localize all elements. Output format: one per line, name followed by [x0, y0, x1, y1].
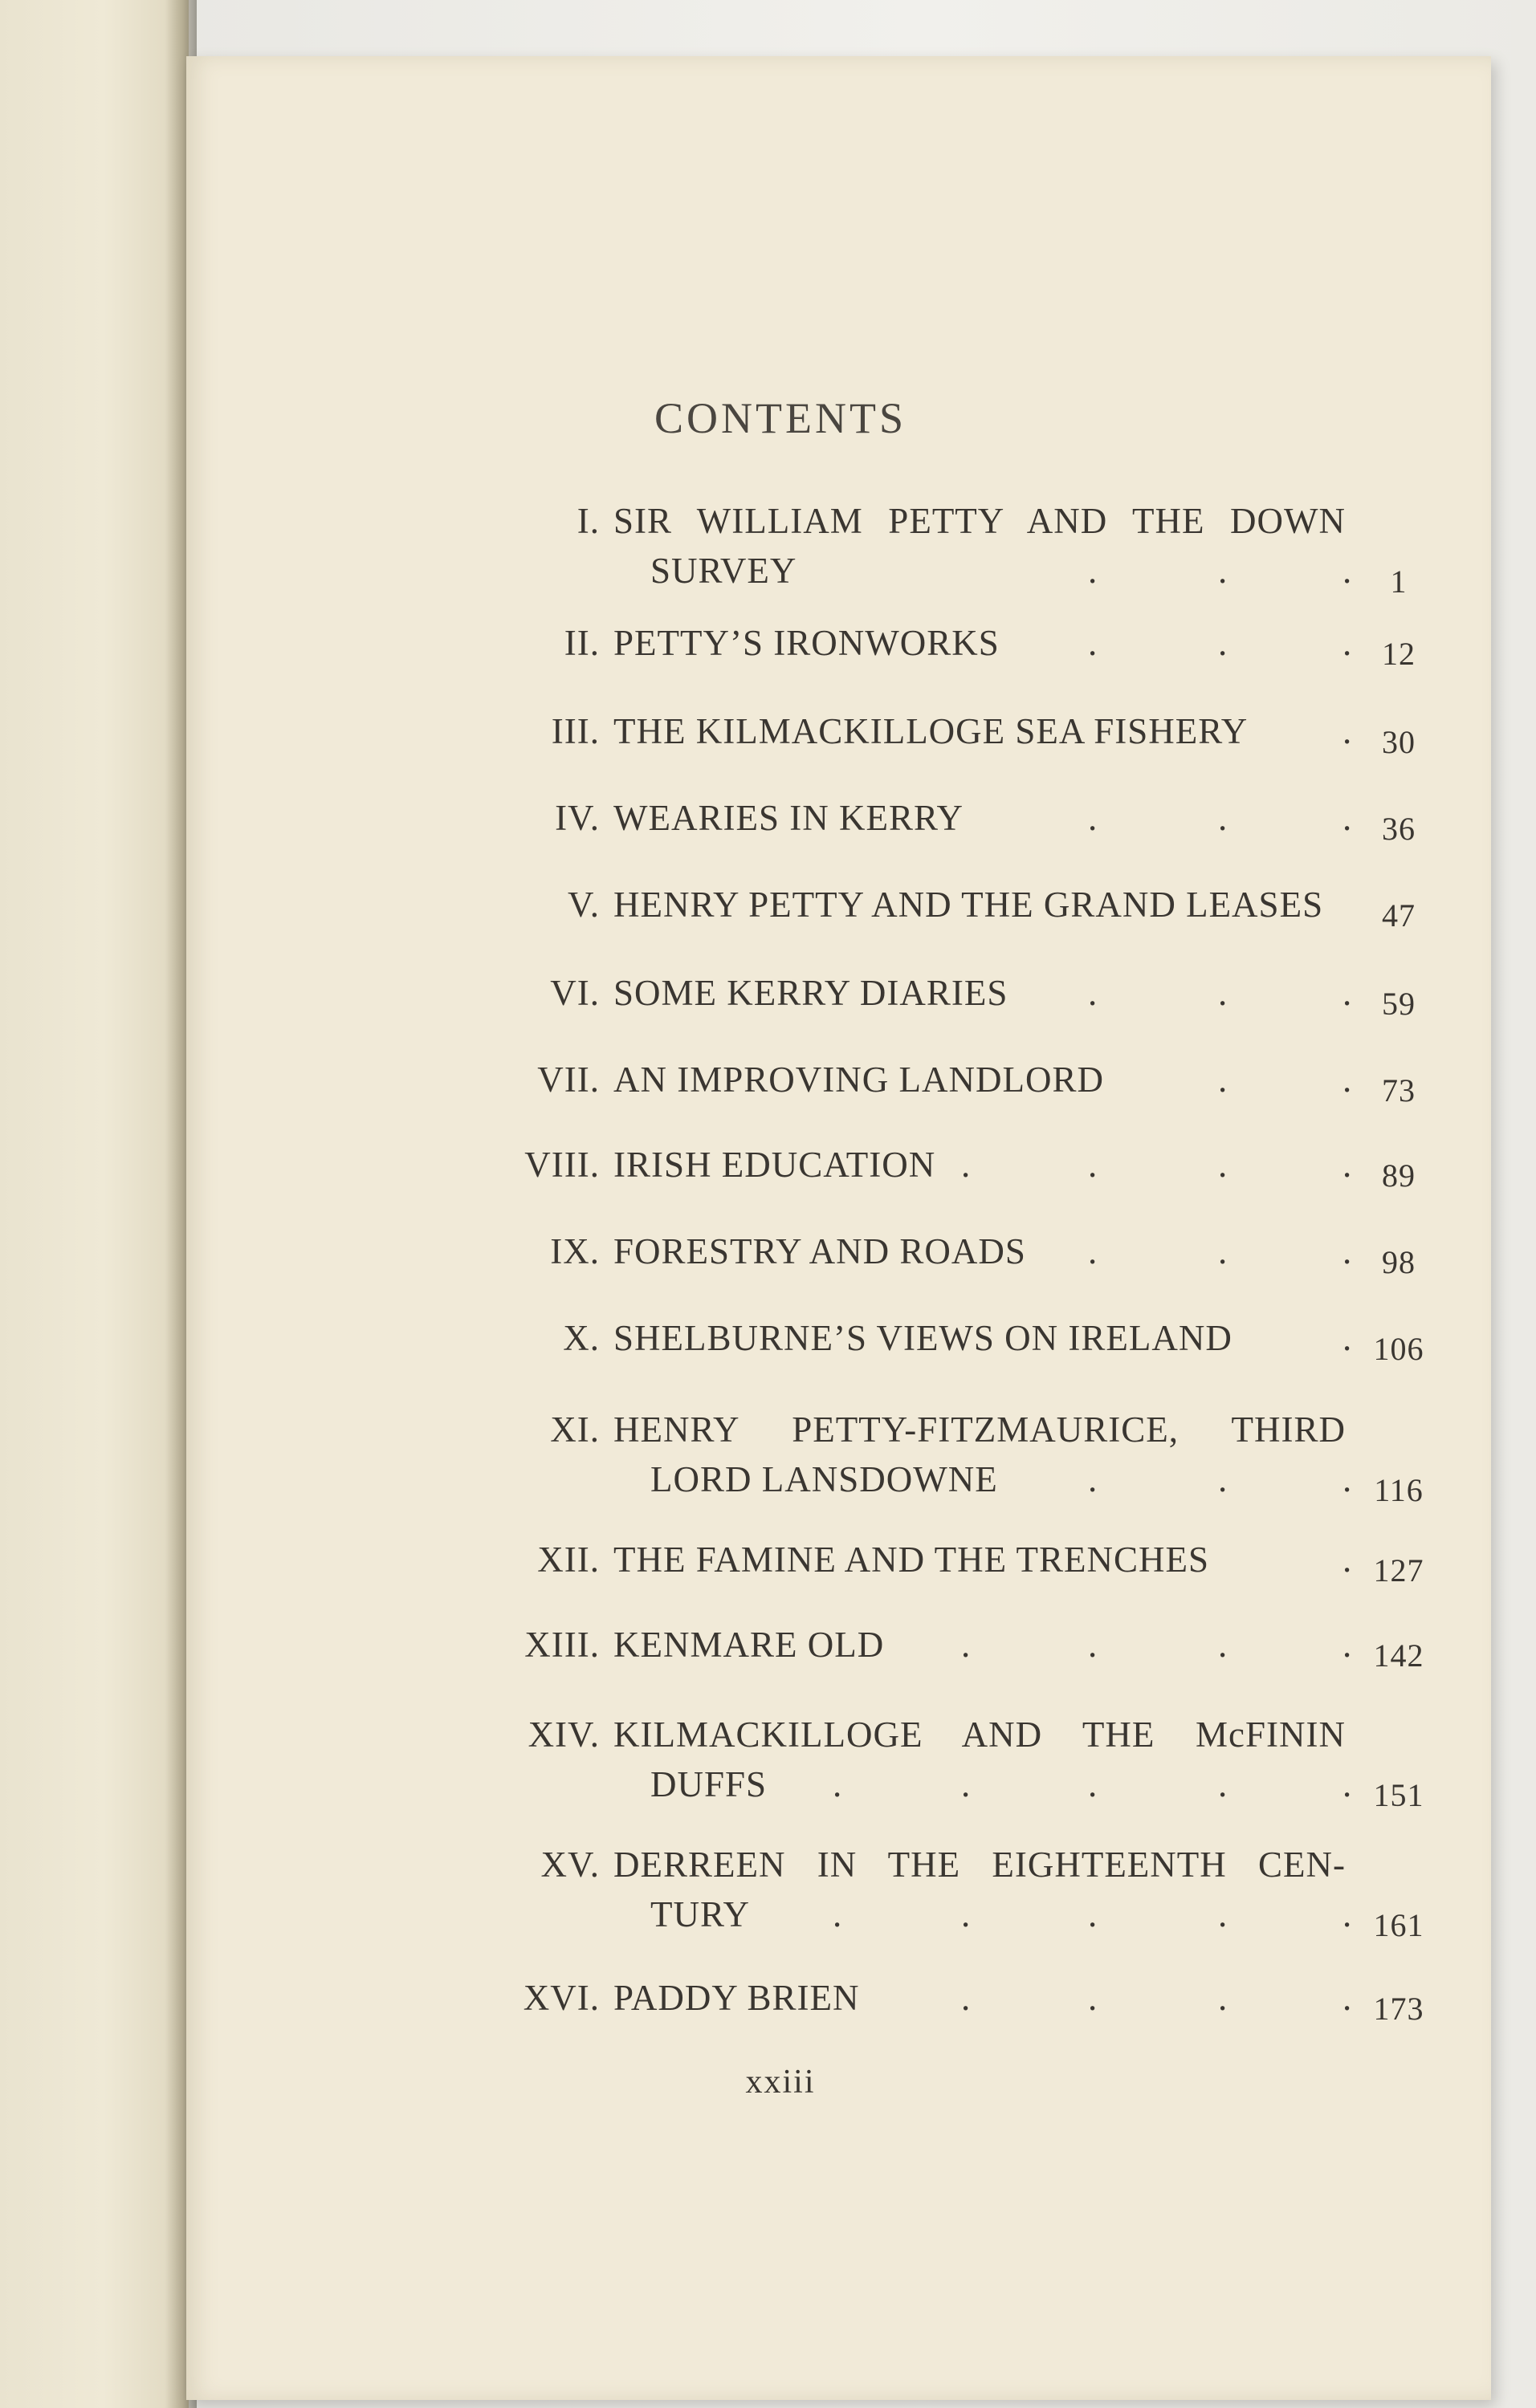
leader-dot: .: [1218, 623, 1228, 663]
leader-dot: .: [1342, 1231, 1353, 1271]
chapter-title-continued: DUFFS: [650, 1764, 768, 1804]
leader-dot: .: [1088, 1459, 1098, 1499]
chapter-numeral: XIV.: [528, 1714, 600, 1755]
chapter-numeral: XVI.: [523, 1978, 600, 2018]
leader-dot: .: [1218, 1625, 1228, 1665]
chapter-numeral: V.: [568, 885, 600, 925]
chapter-numeral: III.: [551, 711, 600, 751]
chapter-title: KILMACKILLOGE AND THE McFININ: [613, 1714, 1346, 1755]
leader-dot: .: [1342, 1145, 1353, 1185]
leader-dot: .: [1342, 1459, 1353, 1499]
chapter-title-continued: TURY: [650, 1894, 751, 1934]
facing-page: [0, 0, 189, 2408]
leader-dot: .: [833, 1764, 843, 1804]
leader-dot: .: [1342, 1978, 1353, 2018]
page-number: 142: [1373, 1637, 1424, 1674]
leader-dot: .: [1342, 551, 1353, 591]
chapter-title: HENRY PETTY AND THE GRAND LEASES: [613, 885, 1324, 925]
leader-dot: .: [961, 1764, 972, 1804]
chapter-title: THE FAMINE AND THE TRENCHES: [613, 1540, 1210, 1580]
chapter-title: HENRY PETTY-FITZMAURICE, THIRD: [613, 1409, 1346, 1450]
chapter-title: FORESTRY AND ROADS: [613, 1231, 1026, 1271]
page-number: 89: [1382, 1157, 1416, 1194]
leader-dot: .: [961, 1625, 972, 1665]
leader-dot: .: [1088, 973, 1098, 1013]
leader-dot: .: [1088, 798, 1098, 838]
chapter-numeral: II.: [564, 623, 600, 663]
page-number: 173: [1373, 1991, 1424, 2027]
chapter-title: PADDY BRIEN: [613, 1978, 860, 2018]
chapter-numeral: X.: [563, 1318, 600, 1358]
chapter-title: KENMARE OLD: [613, 1625, 885, 1665]
page-title: CONTENTS: [654, 394, 907, 442]
leader-dot: .: [1342, 1894, 1353, 1934]
chapter-numeral: VIII.: [524, 1145, 600, 1185]
chapter-numeral: IX.: [550, 1231, 600, 1271]
leader-dot: .: [1218, 798, 1228, 838]
chapter-title: SOME KERRY DIARIES: [613, 973, 1008, 1013]
leader-dot: .: [1342, 1625, 1353, 1665]
leader-dot: .: [1088, 1145, 1098, 1185]
chapter-title: DERREEN IN THE EIGHTEENTH CEN-: [613, 1845, 1346, 1885]
leader-dot: .: [1088, 1231, 1098, 1271]
page-number: 106: [1373, 1331, 1424, 1367]
page-number: 116: [1374, 1472, 1424, 1508]
leader-dot: .: [1342, 623, 1353, 663]
chapter-numeral: XII.: [537, 1540, 600, 1580]
page-number: 98: [1382, 1244, 1416, 1280]
page-number: 151: [1373, 1777, 1424, 1813]
leader-dot: .: [1218, 1060, 1228, 1100]
page-number: 30: [1382, 724, 1416, 760]
chapter-title: AN IMPROVING LANDLORD: [613, 1060, 1104, 1100]
chapter-numeral: VI.: [550, 973, 600, 1013]
leader-dot: .: [961, 1894, 972, 1934]
page-number: 59: [1382, 986, 1416, 1022]
leader-dot: .: [1088, 623, 1098, 663]
leader-dot: .: [1088, 1625, 1098, 1665]
leader-dot: .: [1088, 1894, 1098, 1934]
leader-dot: .: [1342, 1540, 1353, 1580]
leader-dot: .: [1088, 1978, 1098, 2018]
page-number: 127: [1373, 1552, 1424, 1588]
chapter-title: PETTY’S IRONWORKS: [613, 623, 1000, 663]
leader-dot: .: [1218, 1145, 1228, 1185]
page-number: 1: [1390, 563, 1408, 600]
page-number: 73: [1382, 1072, 1416, 1108]
chapter-numeral: XV.: [540, 1845, 600, 1885]
page-number: 12: [1382, 636, 1416, 672]
leader-dot: .: [1342, 1764, 1353, 1804]
chapter-numeral: I.: [577, 501, 600, 541]
page-folio: xxiii: [745, 2064, 816, 2101]
chapter-numeral: VII.: [537, 1060, 600, 1100]
leader-dot: .: [1342, 711, 1353, 751]
leader-dot: .: [1342, 1060, 1353, 1100]
leader-dot: .: [833, 1894, 843, 1934]
page-number: 36: [1382, 811, 1416, 847]
chapter-title-continued: LORD LANSDOWNE: [650, 1459, 998, 1499]
chapter-numeral: XIII.: [524, 1625, 600, 1665]
chapter-title-continued: SURVEY: [650, 551, 797, 591]
leader-dot: .: [961, 1978, 972, 2018]
chapter-title: IRISH EDUCATION: [613, 1145, 936, 1185]
leader-dot: .: [1342, 1318, 1353, 1358]
leader-dot: .: [1088, 1764, 1098, 1804]
leader-dot: .: [961, 1145, 972, 1185]
leader-dot: .: [1342, 973, 1353, 1013]
chapter-numeral: IV.: [555, 798, 600, 838]
book-page: [186, 56, 1491, 2400]
chapter-title: SHELBURNE’S VIEWS ON IRELAND: [613, 1318, 1232, 1358]
leader-dot: .: [1218, 973, 1228, 1013]
leader-dot: .: [1342, 798, 1353, 838]
page-number: 161: [1373, 1907, 1424, 1943]
leader-dot: .: [1218, 1764, 1228, 1804]
chapter-title: THE KILMACKILLOGE SEA FISHERY: [613, 711, 1249, 751]
leader-dot: .: [1218, 1459, 1228, 1499]
leader-dot: .: [1088, 551, 1098, 591]
leader-dot: .: [1218, 1978, 1228, 2018]
contents-page: [186, 56, 1491, 2400]
leader-dot: .: [1218, 1894, 1228, 1934]
page-number: 47: [1382, 897, 1416, 934]
chapter-title: WEARIES IN KERRY: [613, 798, 964, 838]
chapter-title: SIR WILLIAM PETTY AND THE DOWN: [613, 501, 1346, 541]
leader-dot: .: [1218, 551, 1228, 591]
chapter-numeral: XI.: [550, 1409, 600, 1450]
leader-dot: .: [1218, 1231, 1228, 1271]
